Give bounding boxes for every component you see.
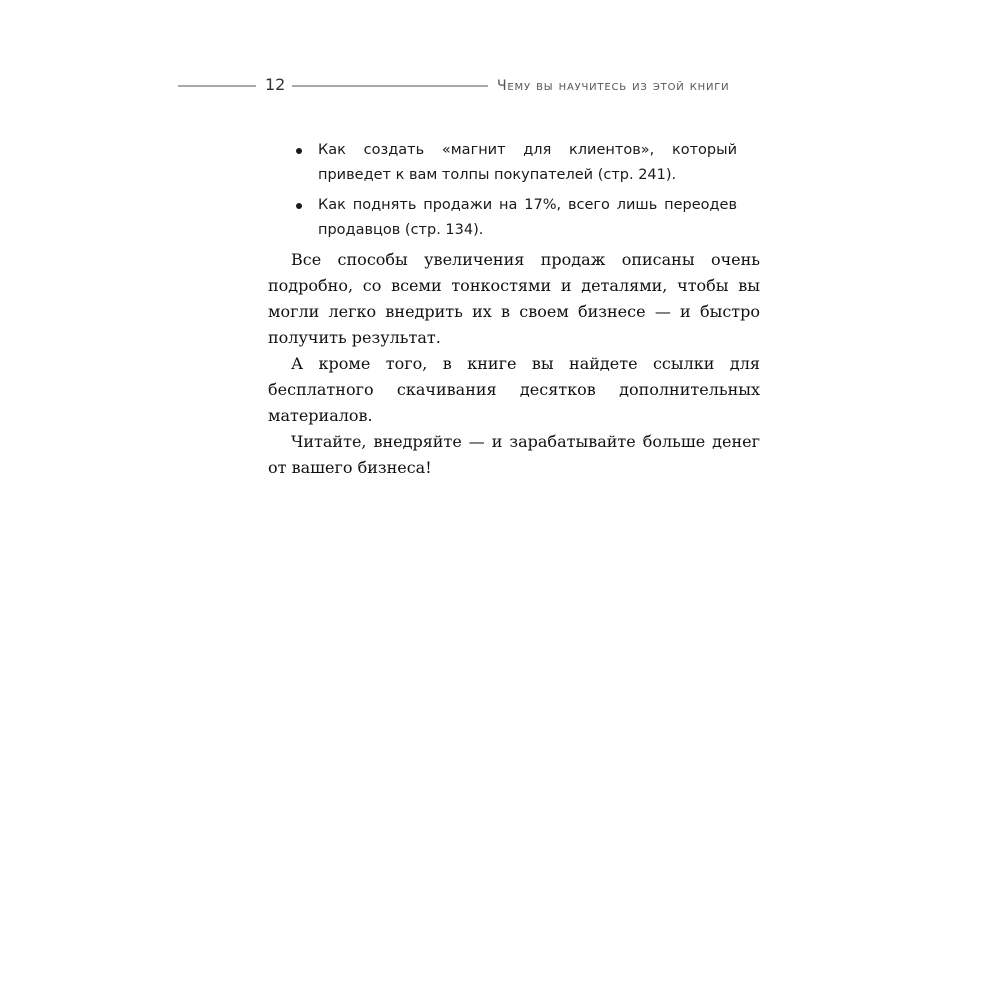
list-item [292, 193, 737, 243]
page-number: 12 [265, 75, 286, 94]
paragraph: Все способы увеличения продаж описаны очень подробно, со всеми тонкостями и деталями, чтобы вы могли легко внедрить их в своем бизнесе — и быстро получить результат. [268, 250, 760, 347]
bullet-text: Как поднять продажи на 17%, всего лишь переодев продавцов (стр. 134). [318, 197, 737, 238]
running-title: Чему вы научитесь из этой книги [497, 78, 730, 94]
bullet-text: Как создать «магнит для клиентов», который приведет к вам толпы покупателей (стр. 241). [318, 142, 737, 183]
paragraph: А кроме того, в книге вы найдете ссылки для бесплатного скачивания десятков дополнительных материалов. [268, 354, 760, 425]
list-item [292, 138, 737, 188]
header-rule-middle [292, 85, 488, 87]
bullet-list [292, 138, 737, 248]
bullet-dot-icon [296, 203, 302, 209]
bullet-dot-icon [296, 148, 302, 154]
paragraph: Читайте, внедряйте — и зарабатывайте больше денег от вашего бизнеса! [268, 432, 760, 477]
body-text [268, 247, 760, 481]
header-rule-left [178, 85, 256, 87]
